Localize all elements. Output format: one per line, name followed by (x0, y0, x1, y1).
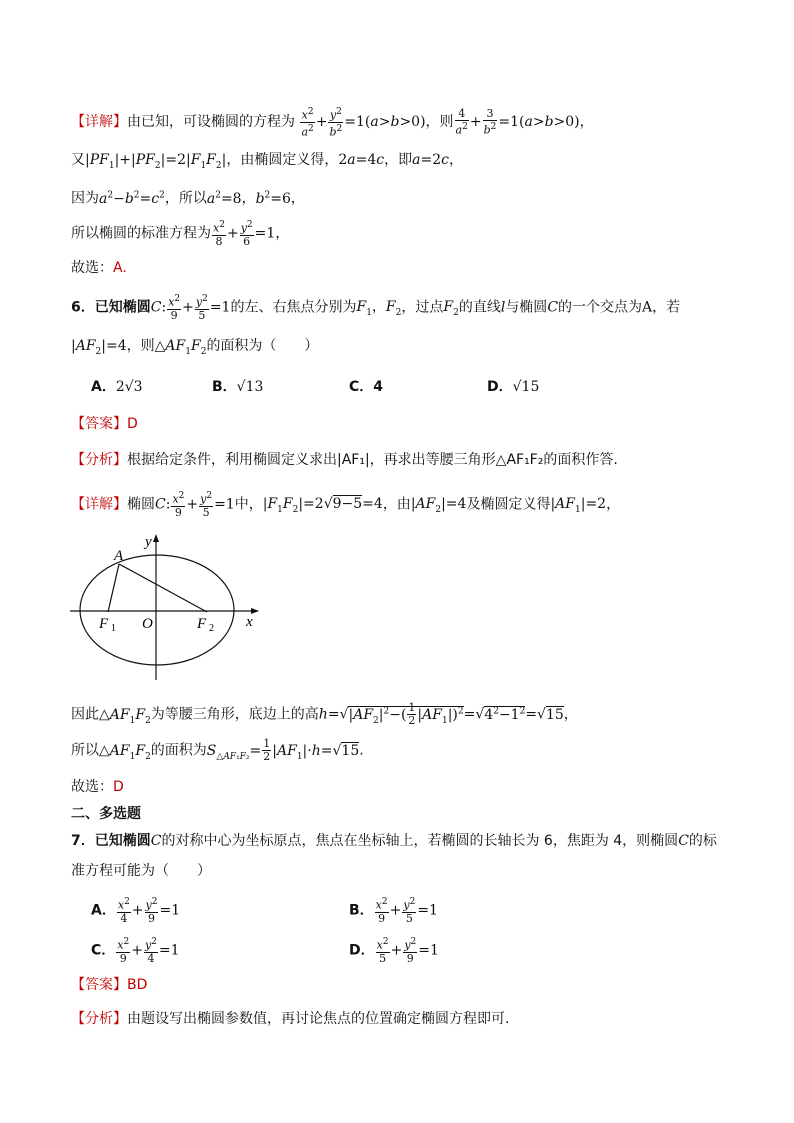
analysis-text: 根据给定条件，利用椭圆定义求出|AF₁|，再求出等腰三角形△AF₁F₂的面积作答. (127, 452, 618, 468)
option-value: √15 (512, 379, 540, 395)
text: ， (448, 152, 463, 168)
math-expression: $|PF_1|+|PF_2|=2|F_1F_2|$ (85, 152, 227, 171)
text: ， (290, 190, 305, 207)
option-a[interactable] (91, 376, 143, 398)
denominator: 5 (379, 951, 387, 965)
option-label: A． (91, 902, 116, 919)
text: 的一个交点为 (558, 299, 643, 316)
label-x: x (246, 614, 253, 630)
text: 因为 (71, 190, 99, 207)
detail-line-3 (71, 184, 305, 210)
option-label: B． (349, 902, 374, 919)
detail-text-3: ， (579, 114, 594, 131)
math-expression: 2a=4c (338, 152, 385, 168)
question-7-stem: 7．已知椭圆C的对称中心为坐标原点，焦点在坐标轴上，若椭圆的长轴长为 6，焦距为 4，则椭圆C的标 (71, 833, 717, 849)
label-a: A (114, 548, 124, 564)
choose-label: 故选： (71, 779, 113, 795)
text: ，所以 (164, 190, 207, 207)
text: ，则△ (126, 338, 166, 354)
detail-tag: 【详解】 (71, 114, 127, 131)
conclusion-line-1: 因此$\triangle AF_1F_2$为等腰三角形，底边上的高$h=√|AF_2|^2-$( $\frac{1}{2}$ $|AF_1|)^2=√4^2-1^2=√15$， (71, 701, 578, 728)
denominator: 5 (405, 911, 413, 925)
detail-text: 由已知，可设椭圆的方程为 (127, 114, 295, 131)
option-a[interactable]: A． $\frac{x^2}{4}$ + $\frac{y^2}{9}$ =1 (91, 897, 181, 925)
text: 所以椭圆的标准方程为 (71, 225, 211, 242)
option-c[interactable] (349, 376, 383, 398)
option-value: √13 (236, 379, 264, 395)
q7-analysis-line (71, 1008, 509, 1030)
option-label: C． (349, 379, 374, 395)
question-6-stem-2: $|AF_2|=4$，则$\triangle AF_1F_2$的面积为（ ） (71, 338, 319, 357)
fraction: $\frac{y^2}{5}$ (195, 294, 208, 322)
text: ， (241, 190, 256, 207)
denominator: 9 (148, 911, 155, 925)
denominator: 9 (406, 951, 414, 965)
detail-line-2 (71, 149, 463, 177)
question-7-stem-2 (71, 860, 211, 882)
choose-label: 故选： (71, 260, 113, 276)
label-f1: F (99, 616, 109, 632)
text: 6．已知椭圆 (71, 299, 151, 316)
math-expression: a=2c (412, 152, 449, 168)
fraction-y2-b2: $\frac{y^2}{b^2}$ (329, 107, 343, 139)
option-label: C． (91, 942, 116, 959)
answer-tag: 【答案】 (71, 416, 127, 432)
option-d[interactable] (487, 376, 539, 398)
fraction-x2-a2: $\frac{x^2}{a^2}$ (301, 107, 314, 139)
option-b[interactable]: B． $\frac{x^2}{9}$ + $\frac{y^2}{5}$ =1 (349, 897, 438, 925)
option-c[interactable]: C． $\frac{x^2}{9}$ + $\frac{y^2}{4}$ =1 (91, 937, 180, 965)
label-f2-sub: 2 (209, 623, 214, 634)
analysis-tag: 【分析】 (71, 1011, 127, 1027)
text: 的左、右焦点分别为 (230, 299, 357, 316)
detail-line-q6: 【详解】椭圆C: $\frac{x^2}{9}$ + $\frac{y^2}{5}$ =1中，$|F_1F_2|=2√9-5=4$，由$|AF_2|=4$及椭圆定义得$|AF_1|=2$， (71, 491, 621, 519)
text: . (359, 742, 364, 759)
text: ， (563, 706, 578, 723)
segment-af2 (119, 564, 207, 612)
choose-value: D (113, 779, 124, 795)
option-label: D． (487, 379, 513, 395)
conclusion-line-2: 所以$\triangle AF_1F_2$的面积为$S_{\triangle AF_1F_2}=$ $\frac{1}{2}$ $|AF_1|\cdot h=√15$. (71, 737, 364, 763)
math-expression: $a^2-b^2=c^2$ (99, 190, 165, 207)
answer-tag: 【答案】 (71, 977, 127, 993)
choose-line (71, 776, 124, 798)
label-y: y (145, 534, 152, 550)
option-value: 2√3 (115, 379, 143, 395)
option-label: A． (91, 379, 116, 395)
detail-line-1: 【详解】由已知，可设椭圆的方程为 $\frac{x^2}{a^2}$ + $\frac{y^2}{b^2}$ =1(a>b>0)，则 $\frac{4}{a^2}$ + $\frac{3}{b^2}$ =1(a>b>0)， (71, 106, 594, 139)
detail-tag: 【详解】 (71, 496, 127, 513)
area-formula: $S_{\triangle AF_1F_2}=$ $\frac{1}{2}$ $|AF_1|\cdot h=√15$ (206, 737, 360, 763)
denominator: 4 (120, 911, 128, 925)
fraction: $\frac{y^2}{6}$ (240, 220, 253, 248)
text: 7．已知椭圆 (71, 833, 151, 849)
denominator: 4 (147, 951, 155, 965)
answer-line-5 (71, 257, 127, 279)
label-f2: F (197, 616, 207, 632)
q7-answer-line (71, 974, 147, 996)
text: 因此△ (71, 706, 110, 723)
analysis-line (71, 449, 618, 471)
text: ，由椭圆定义得， (226, 152, 339, 168)
analysis-text: 由题设写出椭圆参数值，再讨论焦点的位置确定椭圆方程即可. (127, 1011, 510, 1027)
math-expression: $b^2=6$ (255, 190, 291, 207)
detail-line-4: 所以椭圆的标准方程为 $\frac{x^2}{8}$ + $\frac{y^2}{6}$ =1， (71, 220, 290, 248)
text: 的直线 (458, 299, 501, 316)
fraction: $\frac{y^2}{5}$ (200, 491, 213, 519)
answer-line (71, 413, 138, 435)
question-6-stem: 6．已知椭圆C: $\frac{x^2}{9}$ + $\frac{y^2}{5}$ =1的左、右焦点分别为$F_1$，$F_2$，过点$F_2$的直线l与椭圆C的一个交点为A，若 (71, 294, 681, 322)
option-b[interactable] (212, 376, 263, 398)
text: ， (275, 225, 290, 242)
label-o: O (142, 616, 153, 632)
text: 中， (234, 496, 263, 513)
segment-af1 (108, 564, 119, 612)
math-expression: $a^2=8$ (206, 190, 242, 207)
text: 及椭圆定义得 (466, 496, 551, 513)
option-label: D． (349, 942, 375, 959)
fraction: $\frac{x^2}{9}$ (168, 294, 181, 322)
height-formula: $h=√|AF_2|^2-$( $\frac{1}{2}$ $|AF_1|)^2=√4^2-1^2=√15$ (318, 701, 564, 728)
text: 与椭圆 (505, 299, 548, 316)
detail-text-2: ，则 (425, 114, 454, 131)
answer-value: D (127, 416, 138, 432)
section-heading: 二、多选题 (71, 806, 141, 822)
text: ， (606, 496, 621, 513)
y-axis-arrow (153, 534, 159, 542)
text: 为等腰三角形，底边上的高 (150, 706, 319, 723)
choose-value: A. (113, 260, 127, 276)
fraction: $\frac{x^2}{9}$ (172, 491, 185, 519)
option-label: B． (212, 379, 237, 395)
text: ，即 (384, 152, 413, 168)
text: 椭圆 (127, 496, 155, 513)
fraction-3-b2: $\frac{3}{b^2}$ (483, 106, 497, 137)
text: 准方程可能为（ ） (71, 863, 211, 879)
text: 的面积为 (150, 742, 207, 759)
text: 的标 (688, 833, 717, 849)
text: 所以△ (71, 742, 110, 759)
text: 的面积为（ ） (206, 338, 319, 354)
option-d[interactable]: D． $\frac{x^2}{5}$ + $\frac{y^2}{9}$ =1 (349, 937, 439, 965)
text: ，过点 (401, 299, 444, 316)
text: 又 (71, 152, 85, 168)
answer-value: BD (127, 977, 148, 993)
analysis-tag: 【分析】 (71, 452, 127, 468)
denominator: 9 (378, 911, 386, 925)
text: ，由 (382, 496, 411, 513)
option-value: 4 (373, 379, 384, 395)
label-f1-sub: 1 (111, 623, 116, 634)
ellipse (80, 555, 234, 665)
fraction-4-a2: $\frac{4}{a^2}$ (455, 106, 468, 137)
denominator: 9 (119, 951, 127, 965)
text: ，若 (652, 299, 681, 316)
fraction: $\frac{x^2}{8}$ (213, 220, 225, 248)
ellipse-figure (66, 530, 266, 685)
text: 的对称中心为坐标原点，焦点在坐标轴上，若椭圆的长轴长为 6，焦距为 4，则椭圆 (161, 833, 679, 849)
